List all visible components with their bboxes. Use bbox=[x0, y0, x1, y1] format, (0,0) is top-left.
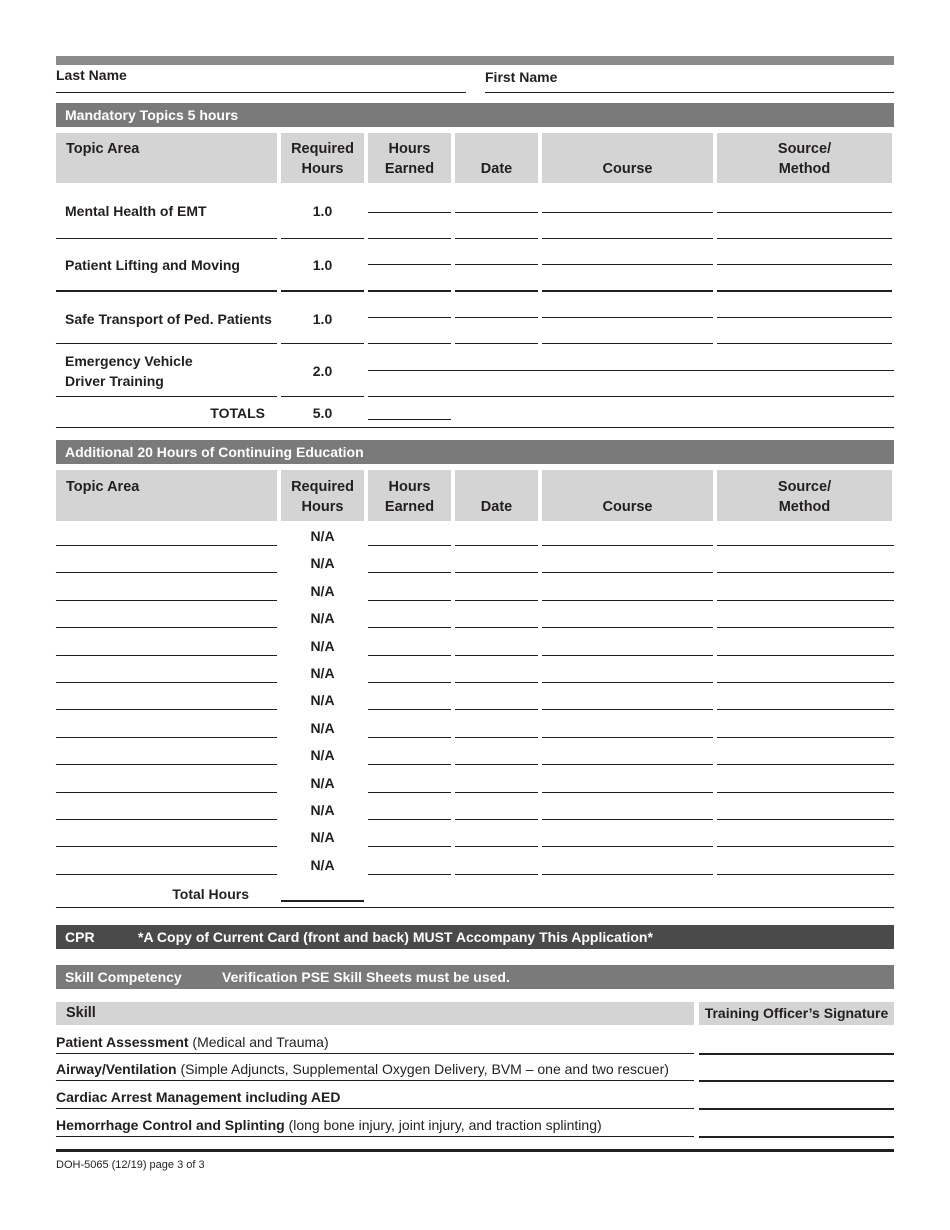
header-topic-area: Topic Area bbox=[56, 133, 277, 183]
date-field[interactable] bbox=[455, 545, 538, 546]
course-field[interactable] bbox=[542, 764, 713, 765]
date-field[interactable] bbox=[455, 764, 538, 765]
required-na: N/A bbox=[310, 528, 335, 544]
skill-row-rule bbox=[56, 1053, 694, 1054]
hours-earned-field[interactable] bbox=[368, 264, 451, 265]
skill-item bbox=[56, 1032, 329, 1052]
header-hours-earned: Hours Earned bbox=[368, 470, 451, 521]
course-row-rule bbox=[542, 343, 713, 344]
skill-name: Hemorrhage Control and Splinting bbox=[56, 1117, 285, 1133]
date-field[interactable] bbox=[455, 792, 538, 793]
course-field[interactable] bbox=[542, 709, 713, 710]
topic-area-field[interactable] bbox=[56, 655, 277, 656]
header-required-hours: Required Hours bbox=[281, 470, 364, 521]
hours-safe-transport: 1.0 bbox=[312, 311, 333, 327]
source-method-field[interactable] bbox=[717, 572, 894, 573]
hours-earned-field[interactable] bbox=[368, 846, 451, 847]
additional-bottom-rule bbox=[56, 907, 894, 908]
skill-row-rule bbox=[56, 1080, 694, 1081]
date-field[interactable] bbox=[455, 212, 538, 213]
course-field[interactable] bbox=[542, 682, 713, 683]
emergency-vehicle-field[interactable] bbox=[368, 370, 894, 371]
skill-item bbox=[56, 1087, 340, 1107]
hours-earned-row-rule bbox=[368, 343, 451, 344]
source-method-field[interactable] bbox=[717, 819, 894, 820]
source-method-field[interactable] bbox=[717, 737, 894, 738]
date-field[interactable] bbox=[455, 600, 538, 601]
required-na: N/A bbox=[310, 637, 335, 654]
source-method-field[interactable] bbox=[717, 545, 894, 546]
course-row-rule bbox=[542, 238, 713, 239]
topic-area-field[interactable] bbox=[56, 545, 277, 546]
topic-row-rule bbox=[56, 238, 277, 239]
date-field[interactable] bbox=[455, 627, 538, 628]
last-name-label: Last Name bbox=[56, 67, 127, 83]
course-field[interactable] bbox=[542, 792, 713, 793]
topic-area-field[interactable] bbox=[56, 764, 277, 765]
required-row-rule bbox=[281, 290, 364, 292]
topic-mental-health: Mental Health of EMT bbox=[65, 203, 207, 219]
topic-area-field[interactable] bbox=[56, 819, 277, 820]
last-name-field[interactable] bbox=[56, 92, 466, 93]
hours-earned-field[interactable] bbox=[368, 764, 451, 765]
hours-earned-field[interactable] bbox=[368, 709, 451, 710]
required-na: N/A bbox=[310, 692, 335, 709]
source-method-field[interactable] bbox=[717, 792, 894, 793]
header-date: Date bbox=[455, 133, 538, 183]
topic-row-rule bbox=[56, 290, 277, 292]
date-field[interactable] bbox=[455, 737, 538, 738]
first-name-label: First Name bbox=[485, 69, 558, 85]
header-source-method: Source/ Method bbox=[717, 133, 892, 183]
cpr-notice: *A Copy of Current Card (front and back) MUST Accompany This Application* bbox=[138, 929, 653, 945]
topic-patient-lifting: Patient Lifting and Moving bbox=[65, 257, 240, 273]
skill-name: Airway/Ventilation bbox=[56, 1061, 177, 1077]
date-field[interactable] bbox=[455, 682, 538, 683]
header-skill: Skill bbox=[56, 1002, 694, 1025]
skill-row-rule bbox=[56, 1136, 694, 1137]
topic-area-field[interactable] bbox=[56, 600, 277, 601]
training-officer-signature-field[interactable] bbox=[699, 1080, 894, 1082]
course-field[interactable] bbox=[542, 572, 713, 573]
source-method-field[interactable] bbox=[717, 317, 892, 318]
required-na: N/A bbox=[310, 555, 335, 572]
source-method-field[interactable] bbox=[717, 709, 894, 710]
hours-earned-field[interactable] bbox=[368, 737, 451, 738]
course-field[interactable] bbox=[542, 317, 713, 318]
hours-earned-row-rule bbox=[368, 290, 451, 292]
required-na: N/A bbox=[310, 582, 335, 599]
skill-name: Patient Assessment bbox=[56, 1034, 189, 1050]
date-field[interactable] bbox=[455, 264, 538, 265]
topic-area-field[interactable] bbox=[56, 737, 277, 738]
mandatory-bottom-rule bbox=[56, 427, 894, 428]
required-na: N/A bbox=[310, 610, 335, 627]
skill-competency-bar bbox=[56, 965, 894, 989]
topic-area-field[interactable] bbox=[56, 572, 277, 573]
hours-patient-lifting: 1.0 bbox=[312, 257, 333, 273]
training-officer-signature-field[interactable] bbox=[699, 1136, 894, 1138]
course-field[interactable] bbox=[542, 627, 713, 628]
header-hours-earned: Hours Earned bbox=[368, 133, 451, 183]
required-na: N/A bbox=[310, 829, 335, 846]
course-field[interactable] bbox=[542, 874, 713, 875]
header-course: Course bbox=[542, 133, 713, 183]
date-field[interactable] bbox=[455, 317, 538, 318]
date-row-rule bbox=[455, 238, 538, 239]
course-field[interactable] bbox=[542, 819, 713, 820]
hours-earned-field[interactable] bbox=[368, 627, 451, 628]
source-method-field[interactable] bbox=[717, 627, 894, 628]
course-field[interactable] bbox=[542, 212, 713, 213]
skill-item bbox=[56, 1059, 669, 1079]
totals-value: 5.0 bbox=[312, 405, 333, 421]
date-field[interactable] bbox=[455, 655, 538, 656]
source-method-field[interactable] bbox=[717, 264, 892, 265]
header-required-hours: Required Hours bbox=[281, 133, 364, 183]
header-source-method: Source/ Method bbox=[717, 470, 892, 521]
header-date: Date bbox=[455, 470, 538, 521]
bottom-rule bbox=[56, 1149, 894, 1152]
skill-item bbox=[56, 1115, 602, 1135]
cpr-label: CPR bbox=[65, 929, 95, 945]
course-field[interactable] bbox=[542, 846, 713, 847]
form-footer: DOH-5065 (12/19) page 3 of 3 bbox=[56, 1159, 205, 1171]
topic-area-field[interactable] bbox=[56, 846, 277, 847]
date-row-rule bbox=[455, 343, 538, 344]
required-na: N/A bbox=[310, 665, 335, 681]
hours-emergency-vehicle: 2.0 bbox=[312, 363, 333, 379]
source-method-row-rule bbox=[717, 290, 892, 292]
date-field[interactable] bbox=[455, 572, 538, 573]
course-row-rule bbox=[542, 290, 713, 292]
header-training-officer-signature: Training Officer’s Signature bbox=[699, 1002, 894, 1025]
hours-earned-field[interactable] bbox=[368, 600, 451, 601]
hours-earned-field[interactable] bbox=[368, 545, 451, 546]
topic-safe-transport: Safe Transport of Ped. Patients bbox=[65, 311, 272, 327]
date-field[interactable] bbox=[455, 846, 538, 847]
topic-area-field[interactable] bbox=[56, 627, 277, 628]
required-na: N/A bbox=[310, 719, 335, 736]
course-field[interactable] bbox=[542, 600, 713, 601]
skill-name: Cardiac Arrest Management including AED bbox=[56, 1089, 341, 1105]
topic-row-rule bbox=[56, 343, 277, 344]
source-method-field[interactable] bbox=[717, 600, 894, 601]
hours-earned-field[interactable] bbox=[368, 212, 451, 213]
source-method-field[interactable] bbox=[717, 212, 892, 213]
required-row-rule bbox=[281, 238, 364, 239]
skill-detail: (Medical and Trauma) bbox=[188, 1034, 329, 1050]
required-row-rule bbox=[281, 396, 364, 397]
topic-area-field[interactable] bbox=[56, 874, 277, 875]
hours-earned-row-rule bbox=[368, 238, 451, 239]
date-field[interactable] bbox=[455, 874, 538, 875]
topic-area-field[interactable] bbox=[56, 682, 277, 683]
source-method-row-rule bbox=[717, 343, 892, 344]
hours-earned-field[interactable] bbox=[368, 655, 451, 656]
top-rule bbox=[56, 56, 894, 65]
first-name-field[interactable] bbox=[485, 92, 894, 93]
totals-hours-earned-field[interactable] bbox=[368, 419, 451, 420]
required-na: N/A bbox=[310, 747, 335, 764]
training-officer-signature-field[interactable] bbox=[699, 1053, 894, 1055]
course-field[interactable] bbox=[542, 545, 713, 546]
source-method-field[interactable] bbox=[717, 874, 894, 875]
hours-mental-health: 1.0 bbox=[312, 203, 333, 219]
skill-competency-label: Skill Competency bbox=[65, 969, 182, 985]
source-method-field[interactable] bbox=[717, 655, 894, 656]
hours-earned-field[interactable] bbox=[368, 682, 451, 683]
totals-label: TOTALS bbox=[210, 405, 265, 421]
topic-area-field[interactable] bbox=[56, 792, 277, 793]
mandatory-topics-title: Mandatory Topics 5 hours bbox=[56, 103, 894, 127]
total-hours-field[interactable] bbox=[281, 900, 364, 902]
hours-earned-field[interactable] bbox=[368, 572, 451, 573]
hours-earned-field[interactable] bbox=[368, 317, 451, 318]
header-topic-area: Topic Area bbox=[56, 470, 277, 521]
source-method-row-rule bbox=[717, 238, 892, 239]
required-na: N/A bbox=[310, 774, 335, 791]
header-course: Course bbox=[542, 470, 713, 521]
skill-row-rule bbox=[56, 1108, 694, 1109]
skill-detail: (Simple Adjuncts, Supplemental Oxygen Delivery, BVM – one and two rescuer) bbox=[176, 1061, 669, 1077]
topic-area-field[interactable] bbox=[56, 709, 277, 710]
required-na: N/A bbox=[310, 856, 335, 873]
date-row-rule bbox=[455, 290, 538, 292]
topic-emergency-vehicle: Emergency Vehicle Driver Training bbox=[65, 353, 193, 389]
source-method-field[interactable] bbox=[717, 682, 894, 683]
training-officer-signature-field[interactable] bbox=[699, 1108, 894, 1110]
additional-hours-title: Additional 20 Hours of Continuing Education bbox=[56, 440, 894, 464]
date-field[interactable] bbox=[455, 819, 538, 820]
skill-detail: (long bone injury, joint injury, and traction splinting) bbox=[284, 1117, 602, 1133]
source-method-field[interactable] bbox=[717, 846, 894, 847]
course-field[interactable] bbox=[542, 737, 713, 738]
emergency-vehicle-row-rule bbox=[368, 396, 894, 397]
date-field[interactable] bbox=[455, 709, 538, 710]
course-field[interactable] bbox=[542, 264, 713, 265]
total-hours-label: Total Hours bbox=[172, 886, 249, 902]
hours-earned-field[interactable] bbox=[368, 792, 451, 793]
hours-earned-field[interactable] bbox=[368, 819, 451, 820]
source-method-field[interactable] bbox=[717, 764, 894, 765]
required-row-rule bbox=[281, 343, 364, 344]
cpr-bar bbox=[56, 925, 894, 949]
required-na: N/A bbox=[310, 802, 335, 818]
hours-earned-field[interactable] bbox=[368, 874, 451, 875]
skill-competency-notice: Verification PSE Skill Sheets must be used. bbox=[222, 969, 510, 985]
topic-row-rule bbox=[56, 396, 277, 397]
course-field[interactable] bbox=[542, 655, 713, 656]
